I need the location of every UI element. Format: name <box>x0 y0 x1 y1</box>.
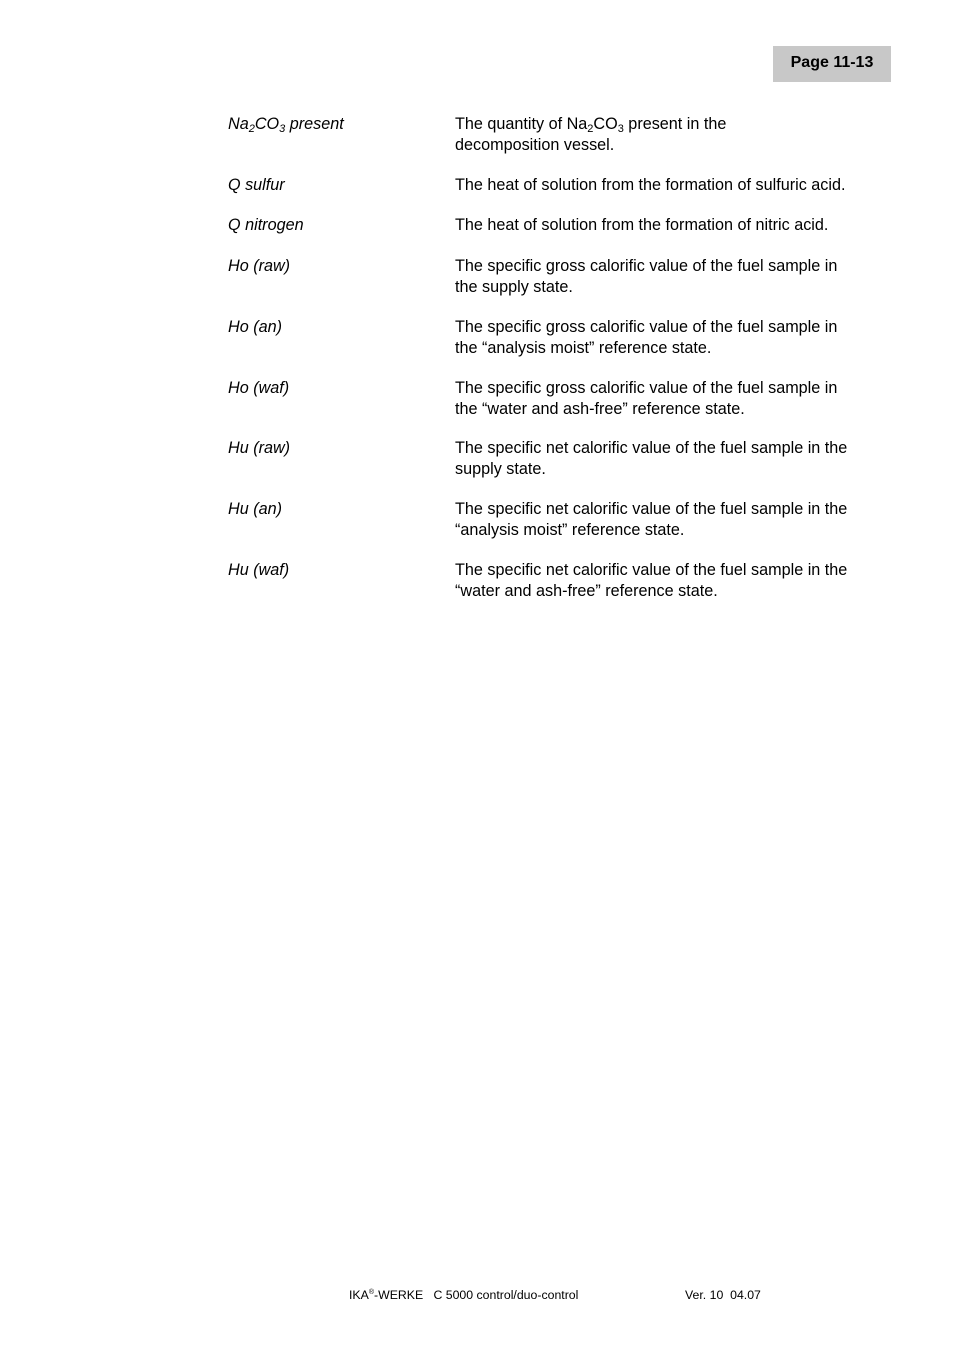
footer-brand-suffix: -WERKE <box>374 1288 424 1302</box>
description-line: The heat of solution from the formation of sulfuric acid. <box>455 176 846 194</box>
description-line: The specific net calorific value of the fuel sample in the <box>455 500 848 518</box>
definition-row <box>228 499 898 560</box>
definition-description <box>455 215 895 256</box>
definition-term: Ho (an) <box>228 318 282 336</box>
description-text: present in the <box>623 115 727 133</box>
page-number-badge <box>773 46 891 82</box>
description-text: CO <box>593 115 618 133</box>
footer-brand: IKA <box>349 1288 369 1302</box>
description-line: The specific gross calorific value of the fuel sample in <box>455 379 838 397</box>
description-line: the “analysis moist” reference state. <box>455 338 712 357</box>
description-line: The specific net calorific value of the fuel sample in the <box>455 561 848 579</box>
definition-description <box>455 256 895 317</box>
definition-row <box>228 438 898 499</box>
definition-row <box>228 114 898 175</box>
description-line: “water and ash-free” reference state. <box>455 581 718 600</box>
definition-row <box>228 256 898 317</box>
description-line: the supply state. <box>455 277 573 296</box>
definition-term: Q nitrogen <box>228 216 304 234</box>
page-number-label: Page 11-13 <box>790 54 874 71</box>
definition-term: Hu (an) <box>228 500 282 518</box>
term-text: CO <box>254 115 280 133</box>
description-subscript: 2 <box>587 123 594 135</box>
definition-term <box>228 114 455 175</box>
definition-description <box>455 499 895 560</box>
description-line: The specific gross calorific value of the fuel sample in <box>455 318 838 336</box>
definition-description <box>455 378 895 438</box>
definition-description <box>455 438 895 499</box>
definition-row <box>228 560 898 601</box>
term-subscript: 2 <box>248 123 255 135</box>
definition-row <box>228 215 898 256</box>
definition-description <box>455 317 895 378</box>
definitions-list <box>228 114 898 601</box>
definition-description <box>455 175 895 215</box>
description-line: decomposition vessel. <box>455 135 615 154</box>
definition-term: Ho (raw) <box>228 257 291 275</box>
definition-term: Q sulfur <box>228 176 285 194</box>
definition-term: Ho (waf) <box>228 379 290 397</box>
footer-product-name: C 5000 control/duo-control <box>433 1288 579 1302</box>
description-line: The specific gross calorific value of the fuel sample in <box>455 257 838 275</box>
registered-mark: ® <box>368 1289 374 1296</box>
term-subscript: 3 <box>279 123 286 135</box>
definition-description <box>455 114 895 175</box>
definition-description <box>455 560 895 601</box>
description-line <box>455 114 895 135</box>
footer-product <box>349 1288 578 1302</box>
description-text: The quantity of Na <box>455 115 588 133</box>
term-text: present <box>285 115 344 133</box>
term-text: Na <box>228 115 249 133</box>
description-subscript: 3 <box>617 123 624 135</box>
definition-row <box>228 175 898 215</box>
description-line: supply state. <box>455 459 546 478</box>
definition-term: Hu (waf) <box>228 561 290 579</box>
footer-version-text: Ver. 10 04.07 <box>685 1288 761 1302</box>
definition-row <box>228 378 898 438</box>
definition-row <box>228 317 898 378</box>
description-line: The heat of solution from the formation of nitric acid. <box>455 216 829 234</box>
description-line: “analysis moist” reference state. <box>455 520 685 539</box>
definition-term: Hu (raw) <box>228 439 291 457</box>
description-line: the “water and ash-free” reference state. <box>455 399 745 418</box>
description-line: The specific net calorific value of the fuel sample in the <box>455 439 848 457</box>
footer-version <box>685 1288 761 1302</box>
